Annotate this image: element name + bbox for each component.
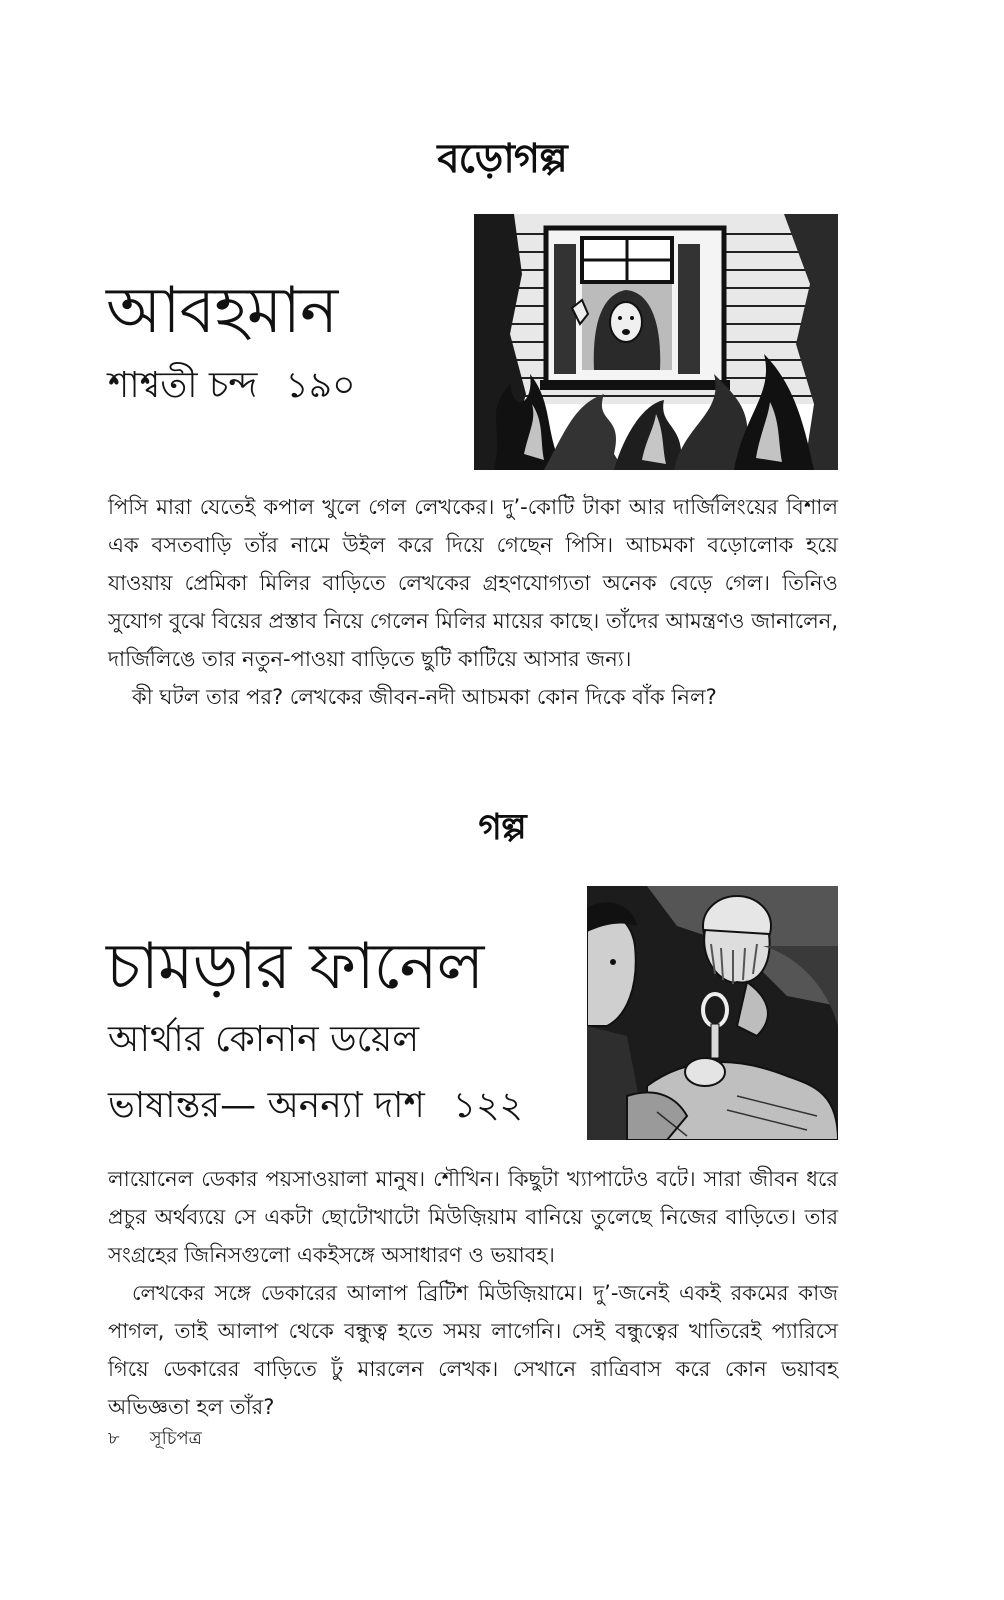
page-number-ref[interactable]: ১২২ <box>452 1085 523 1126</box>
story-author-line <box>108 358 356 418</box>
author-name: আর্থার কোনান ডয়েল <box>108 1019 420 1060</box>
footer-page-number: ৮ <box>108 1428 120 1449</box>
footer-label: সূচিপত্র <box>149 1428 202 1449</box>
page-footer <box>108 1424 202 1455</box>
synopsis-paragraph: পিসি মারা যেতেই কপাল খুলে গেল লেখকের। দু’-কোটি টাকা আর দার্জিলিংয়ের বিশাল এক বসতবাড়ি তাঁর নামে উইল করে দিয়ে গেছেন পিসি। আচমকা বড়োলোক হয়ে যাওয়ায় প্রেমিকা মিলির বাড়িতে লেখকের গ্রহণযোগ্যতা অনেক বেড়ে গেল। তিনিও সুযোগ বুঝে বিয়ের প্রস্তাব নিয়ে গেলেন মিলির মায়ের কাছে। তাঁদের আমন্ত্রণও জানালেন, দার্জিলিঙে তার নতুন-পাওয়া বাড়িতে ছুটি কাটিয়ে আসার জন্য। <box>108 495 838 671</box>
story-author-line <box>108 1012 419 1072</box>
section-heading-novella: বড়োগল্প <box>437 136 567 182</box>
synopsis-paragraph: কী ঘটল তার পর? লেখকের জীবন-নদী আচমকা কোন দিকে বাঁক নিল? <box>132 685 717 709</box>
story-title-leather-funnel[interactable]: চামড়ার ফানেল <box>106 930 484 1004</box>
story-synopsis <box>108 488 838 716</box>
page-number-ref[interactable]: ১৯০ <box>285 365 356 406</box>
section-heading-short-story: গল্প <box>478 807 526 848</box>
illustration-window-fire <box>474 214 838 470</box>
synopsis-paragraph: লেখকের সঙ্গে ডেকারের আলাপ ব্রিটিশ মিউজ়িয়ামে। দু’-জনেই একই রকমের কাজ পাগল, তাই আলাপ থেকে বন্ধুত্ব হতে সময় লাগেনি। সেই বন্ধুত্বের খাতিরেই প্যারিসে গিয়ে ডেকারের বাড়িতে ঢুঁ মারলেন লেখক। সেখানে রাত্রিবাস করে কোন ভয়াবহ অভিজ্ঞতা হল তাঁর? <box>108 1281 838 1419</box>
synopsis-paragraph: লায়োনেল ডেকার পয়সাওয়ালা মানুষ। শৌখিন। কিছুটা খ্যাপাটেও বটে। সারা জীবন ধরে প্রচুর অর্থব্যয়ে সে একটা ছোটোখাটো মিউজ়িয়াম বানিয়ে তুলেছে নিজের বাড়িতে। তার সংগ্রহের জিনিসগুলো একইসঙ্গে অসাধারণ ও ভয়াবহ। <box>108 1167 838 1267</box>
translator-line <box>108 1078 523 1138</box>
illustration-funnel-scene <box>587 886 838 1140</box>
author-name: শাশ্বতী চন্দ <box>108 365 258 406</box>
translator-name: ভাষান্তর— অনন্যা দাশ <box>108 1085 425 1126</box>
story-synopsis <box>108 1160 838 1426</box>
story-title-abahaman[interactable]: আবহমান <box>106 274 338 348</box>
